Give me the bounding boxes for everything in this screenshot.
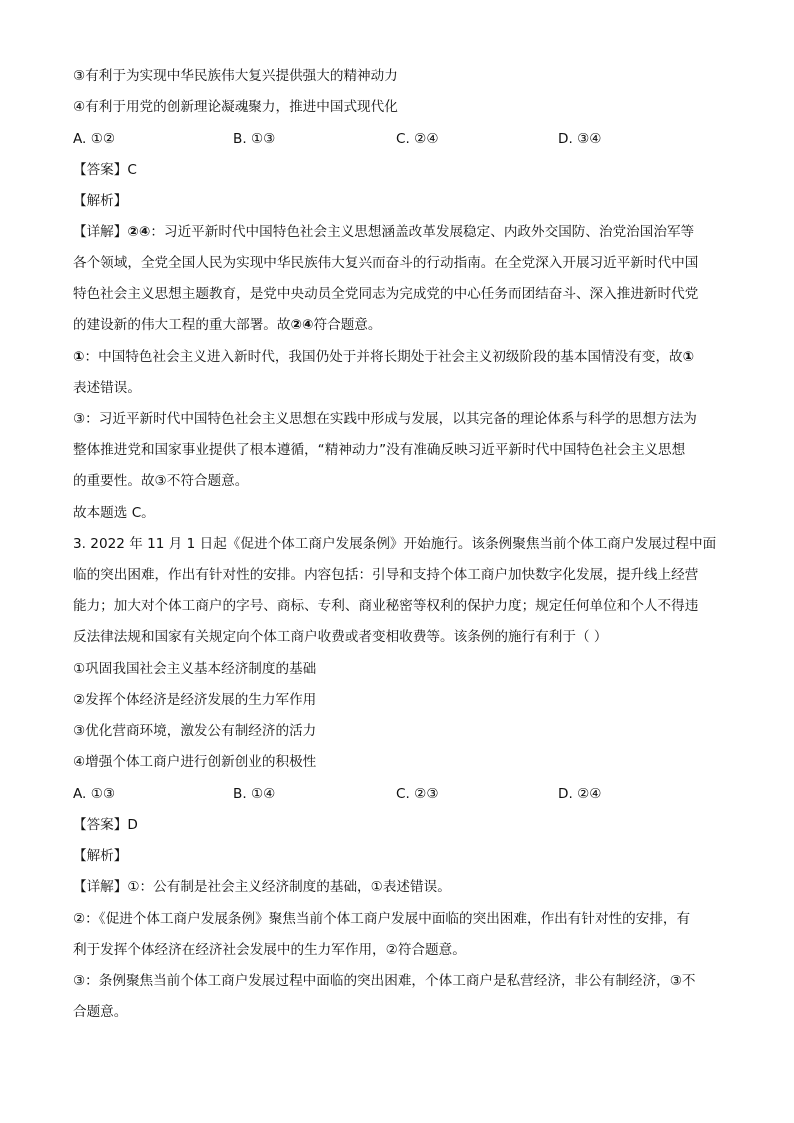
q2-analysis-label: 【解析】 — [73, 193, 128, 209]
q3-stem-line-3: 能力；加大对个体工商户的字号、商标、专利、商业秘密等权利的保护力度；规定任何单位和个人不得违 — [73, 598, 699, 614]
detail-text: 的建设新的伟大工程的重大部署。故 — [73, 317, 291, 333]
q2-item-4: ④有利于用党的创新理论凝魂聚力，推进中国式现代化 — [73, 99, 398, 115]
q2-detail-line-2: 各个领域，全党全国人民为实现中华民族伟大复兴而奋斗的行动指南。在全党深入开展习近平新时代中国 — [73, 255, 699, 271]
q2-option-d: D. ③④ — [558, 131, 602, 147]
detail-label: 【详解】 — [73, 224, 128, 240]
q3-point-2-line-2: 利于发挥个体经济在经济社会发展中的生力军作用，②符合题意。 — [73, 942, 466, 958]
q3-item-3: ③优化营商环境，激发公有制经济的活力 — [73, 723, 317, 739]
q3-option-b: B. ①④ — [233, 786, 276, 802]
q3-option-a: A. ①③ — [73, 786, 116, 802]
detail-ref: ②④ — [290, 317, 314, 333]
q2-item-3: ③有利于为实现中华民族伟大复兴提供强大的精神动力 — [73, 68, 398, 84]
q2-detail-line-3: 特色社会主义思想主题教育，是党中央动员全党同志为完成党的中心任务而团结奋斗、深入推进新时代党 — [73, 286, 699, 302]
q3-item-2: ②发挥个体经济是经济发展的生力军作用 — [73, 692, 317, 708]
point-ref: ① — [73, 349, 85, 365]
q2-point-1-line-2: 表述错误。 — [73, 380, 141, 396]
q3-detail-line-1 — [73, 877, 451, 897]
q3-item-1: ①巩固我国社会主义基本经济制度的基础 — [73, 661, 317, 677]
detail-text: ①：公有制是社会主义经济制度的基础，①表述错误。 — [127, 879, 451, 895]
point-ref: ① — [682, 349, 695, 365]
q3-point-3-line-2: 合题意。 — [73, 1004, 128, 1020]
answer-value: D — [127, 817, 138, 833]
detail-label: 【详解】 — [73, 879, 128, 895]
q3-stem-line-1: 3. 2022 年 11 月 1 日起《促进个体工商户发展条例》开始施行。该条例聚焦当前个体工商户发展过程中面 — [73, 536, 717, 552]
q2-option-b: B. ①③ — [233, 131, 276, 147]
q2-detail-line-1 — [73, 222, 694, 242]
q2-point-3-line-1: ③：习近平新时代中国特色社会主义思想在实践中形成与发展，以其完备的理论体系与科学的思想方法为 — [73, 411, 697, 427]
q2-point-3-line-3: 的重要性。故③不符合题意。 — [73, 473, 249, 489]
point-text: ：中国特色社会主义进入新时代，我国仍处于并将长期处于社会主义初级阶段的基本国情没有变，故 — [84, 349, 683, 365]
q2-option-a: A. ①② — [73, 131, 116, 147]
q2-point-1-line-1 — [73, 347, 694, 367]
detail-ref: ②④ — [127, 224, 151, 240]
q3-option-c: C. ②③ — [396, 786, 439, 802]
q2-answer — [73, 160, 137, 180]
q2-point-3-line-2: 整体推进党和国家事业提供了根本遵循，“精神动力”没有准确反映习近平新时代中国特色社会主义思想 — [73, 442, 686, 458]
detail-text: 符合题意。 — [313, 317, 382, 333]
q3-option-d: D. ②④ — [558, 786, 602, 802]
q3-item-4: ④增强个体工商户进行创新创业的积极性 — [73, 754, 317, 770]
answer-value: C — [127, 162, 137, 178]
answer-label: 【答案】 — [73, 162, 128, 178]
q3-analysis-label: 【解析】 — [73, 848, 128, 864]
q3-stem-line-4: 反法律法规和国家有关规定向个体工商户收费或者变相收费等。该条例的施行有利于（ ） — [73, 629, 608, 645]
q3-answer — [73, 815, 138, 835]
q3-point-3-line-1: ③：条例聚焦当前个体工商户发展过程中面临的突出困难，个体工商户是私营经济，非公有制经济，③不 — [73, 973, 696, 989]
detail-text: ：习近平新时代中国特色社会主义思想涵盖改革发展稳定、内政外交国防、治党治国治军等 — [150, 224, 695, 240]
q2-conclusion: 故本题选 C。 — [73, 505, 155, 521]
q2-option-c: C. ②④ — [396, 131, 439, 147]
q2-detail-line-4 — [73, 315, 382, 335]
answer-label: 【答案】 — [73, 817, 128, 833]
q3-stem-line-2: 临的突出困难，作出有针对性的安排。内容包括：引导和支持个体工商户加快数字化发展，提升线上经营 — [73, 567, 699, 583]
q3-point-2-line-1: ②：《促进个体工商户发展条例》聚焦当前个体工商户发展中面临的突出困难，作出有针对性的安排，有 — [73, 911, 691, 927]
